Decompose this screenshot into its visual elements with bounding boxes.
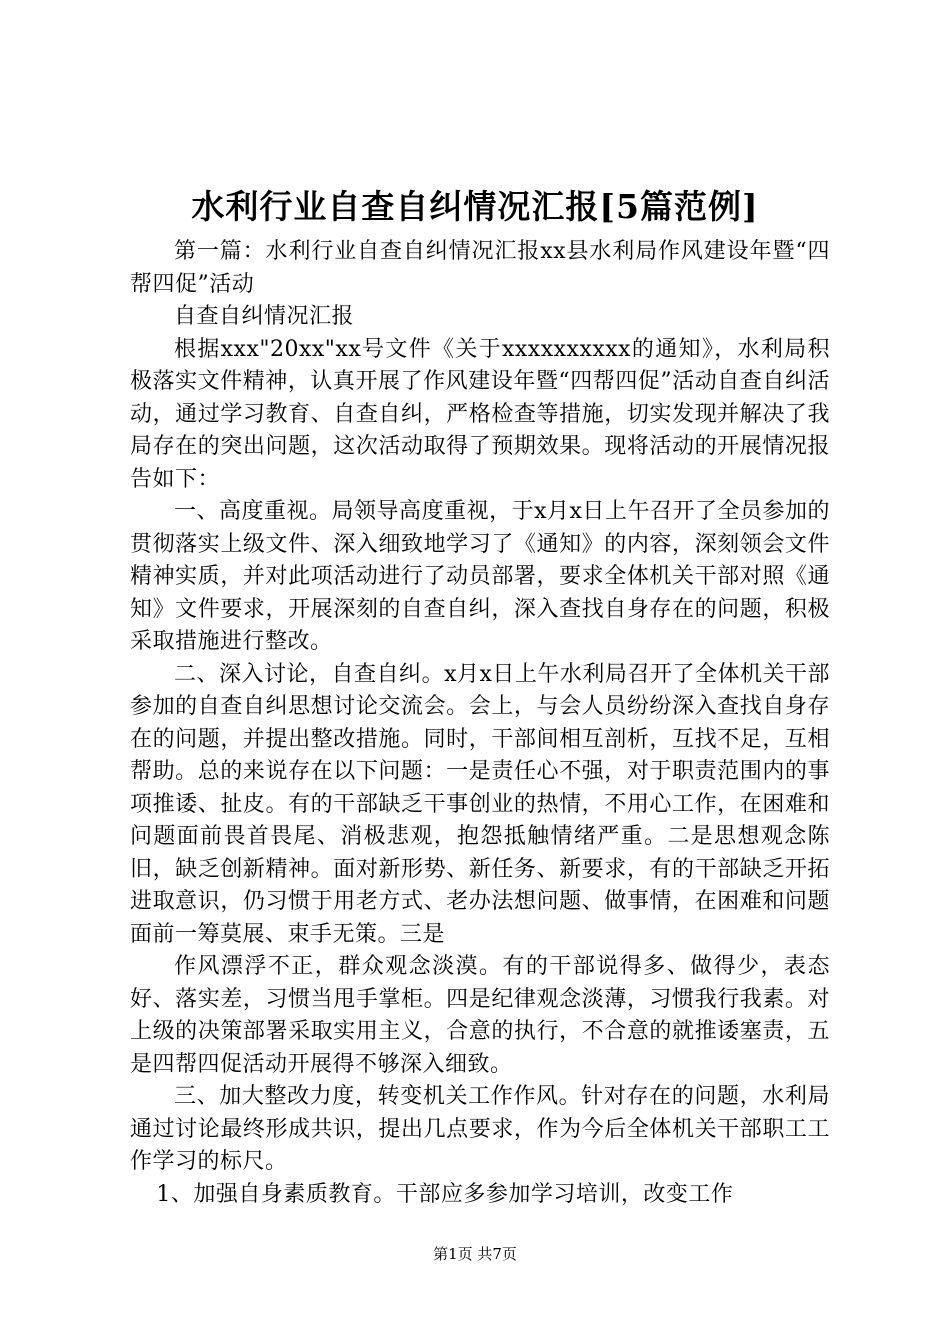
document-title: 水利行业自查自纠情况汇报[5篇范例] <box>191 187 759 226</box>
paragraph-section-three: 三、加大整改力度，转变机关工作作风。针对存在的问题，水利局通过讨论最终形成共识，提出几点要求，作为今后全体机关干部职工工作学习的标尺。 <box>130 1084 830 1174</box>
document-body <box>130 236 830 1211</box>
paragraph-intro-heading: 第一篇：水利行业自查自纠情况汇报xx县水利局作风建设年暨“四帮四促”活动 <box>130 239 830 297</box>
paragraph-section-two: 二、深入讨论，自查自纠。x月x日上午水利局召开了全体机关干部参加的自查自纠思想讨论交流会。会上，与会人员纷纷深入查找自身存在的问题，并提出整改措施。同时，干部间相互剖析，互找不足，互相帮助。总的来说存在以下问题：一是责任心不强，对于职责范围内的事项推诿、扯皮。有的干部缺乏干事创业的热情，不用心工作，在困难和问题面前畏首畏尾、消极悲观，抱怨抵触情绪严重。二是思想观念陈旧，缺乏创新精神。面对新形势、新任务、新要求，有的干部缺乏开拓进取意识，仍习惯于用老方式、老办法想问题、做事情，在困难和问题面前一筹莫展、束手无策。三是 <box>130 661 830 947</box>
paragraph-background: 根据xxx"20xx"xx号文件《关于xxxxxxxxxx的通知》，水利局积极落实文件精神，认真开展了作风建设年暨“四帮四促”活动自查自纠活动，通过学习教育、自查自纠，严格检查等措施，切实发现并解决了我局存在的突出问题，这次活动取得了预期效果。现将活动的开展情况报告如下： <box>130 336 830 492</box>
paragraph-section-two-continued: 作风漂浮不正，群众观念淡漠。有的干部说得多、做得少，表态好、落实差，习惯当甩手掌柜。四是纪律观念淡薄，习惯我行我素。对上级的决策部署采取实用主义，合意的执行，不合意的就推诿塞责，五是四帮四促活动开展得不够深入细致。 <box>130 954 830 1077</box>
paragraph-subtitle: 自查自纠情况汇报 <box>174 304 355 329</box>
paragraph-item-one: 1、加强自身素质教育。干部应多参加学习培训，改变工作 <box>156 1181 734 1207</box>
page-number-footer: 第1页 共7页 <box>433 1245 517 1263</box>
paragraph-section-one: 一、高度重视。局领导高度重视，于x月x日上午召开了全员参加的贯彻落实上级文件、深入细致地学习了《通知》的内容，深刻领会文件精神实质，并对此项活动进行了动员部署，要求全体机关干部对照《通知》文件要求，开展深刻的自查自纠，深入查找自身存在的问题，积极采取措施进行整改。 <box>130 499 830 654</box>
